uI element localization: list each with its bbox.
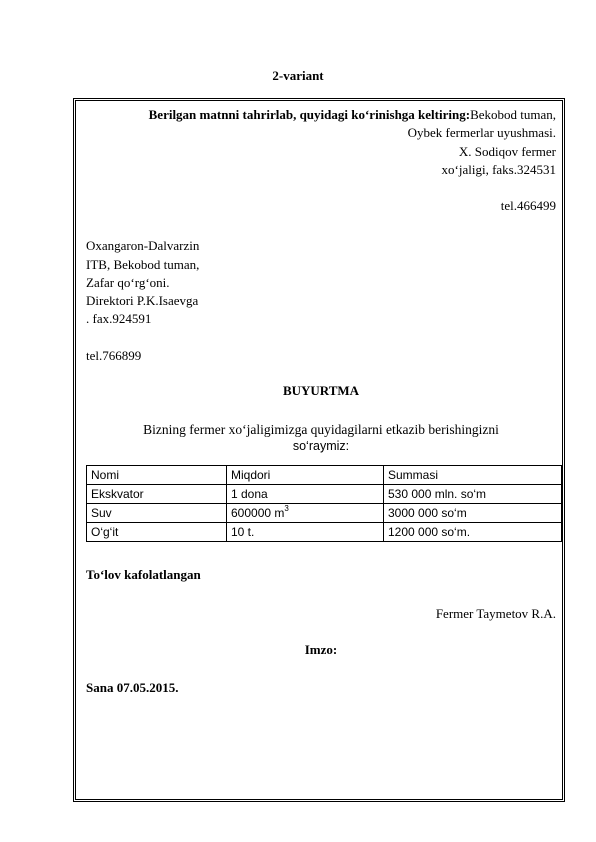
table-cell: 530 000 mln. so‘m (384, 485, 562, 504)
table-cell: Suv (87, 504, 227, 523)
sender-line-3: X. Sodiqov fermer (458, 144, 556, 159)
variant-heading: 2-variant (272, 68, 324, 83)
table-cell: Ekskvator (87, 485, 227, 504)
order-body-line-2: so‘raymiz: (292, 439, 350, 453)
quantity-value: 600000 m (231, 506, 285, 520)
recipient-line-4: Direktori P.K.Isaevga (86, 293, 199, 308)
table-cell: 1200 000 so‘m. (384, 523, 562, 542)
table-cell: O‘g‘it (87, 523, 227, 542)
table-cell (227, 504, 384, 523)
table-header-cell: Miqdori (227, 466, 384, 485)
table-cell: 3000 000 so‘m (384, 504, 562, 523)
order-table (86, 465, 562, 542)
table-header-cell: Summasi (384, 466, 562, 485)
order-title: BUYURTMA (282, 383, 360, 398)
table-header-row (87, 466, 562, 485)
table-header-cell: Nomi (87, 466, 227, 485)
document-frame (73, 98, 565, 802)
recipient-fax: . fax.924591 (86, 311, 152, 326)
recipient-phone: tel.766899 (86, 348, 142, 363)
table-row (87, 485, 562, 504)
document-body (86, 101, 556, 799)
table-row (87, 523, 562, 542)
task-line (149, 107, 556, 123)
order-body-line-1: Bizning fermer xo‘jaligimizga quyidagilarni etkazib berishingizni (143, 422, 499, 437)
table-cell: 10 t. (227, 523, 384, 542)
order-body (86, 421, 556, 455)
sender-line-2: Oybek fermerlar uyushmasi. (407, 125, 556, 140)
sender-line-4: xo‘jaligi, faks.324531 (441, 162, 556, 177)
guarantee-text: To‘lov kafolatlangan (86, 567, 201, 582)
date-text: Sana 07.05.2015. (86, 680, 179, 695)
recipient-line-2: ITB, Bekobod tuman, (86, 257, 200, 272)
sender-phone: tel.466499 (500, 198, 556, 213)
table-row (87, 504, 562, 523)
signature-label: Imzo: (304, 642, 338, 657)
recipient-line-3: Zafar qo‘rg‘oni. (86, 275, 170, 290)
sender-line-1: Bekobod tuman, (470, 107, 556, 122)
task-instruction: Berilgan matnni tahrirlab, quyidagi ko‘rinishga keltiring: (148, 107, 471, 122)
recipient-line-1: Oxangaron-Dalvarzin (86, 238, 200, 253)
superscript: 3 (284, 504, 289, 513)
table-cell: 1 dona (227, 485, 384, 504)
signer-name: Fermer Taymetov R.A. (435, 606, 556, 621)
